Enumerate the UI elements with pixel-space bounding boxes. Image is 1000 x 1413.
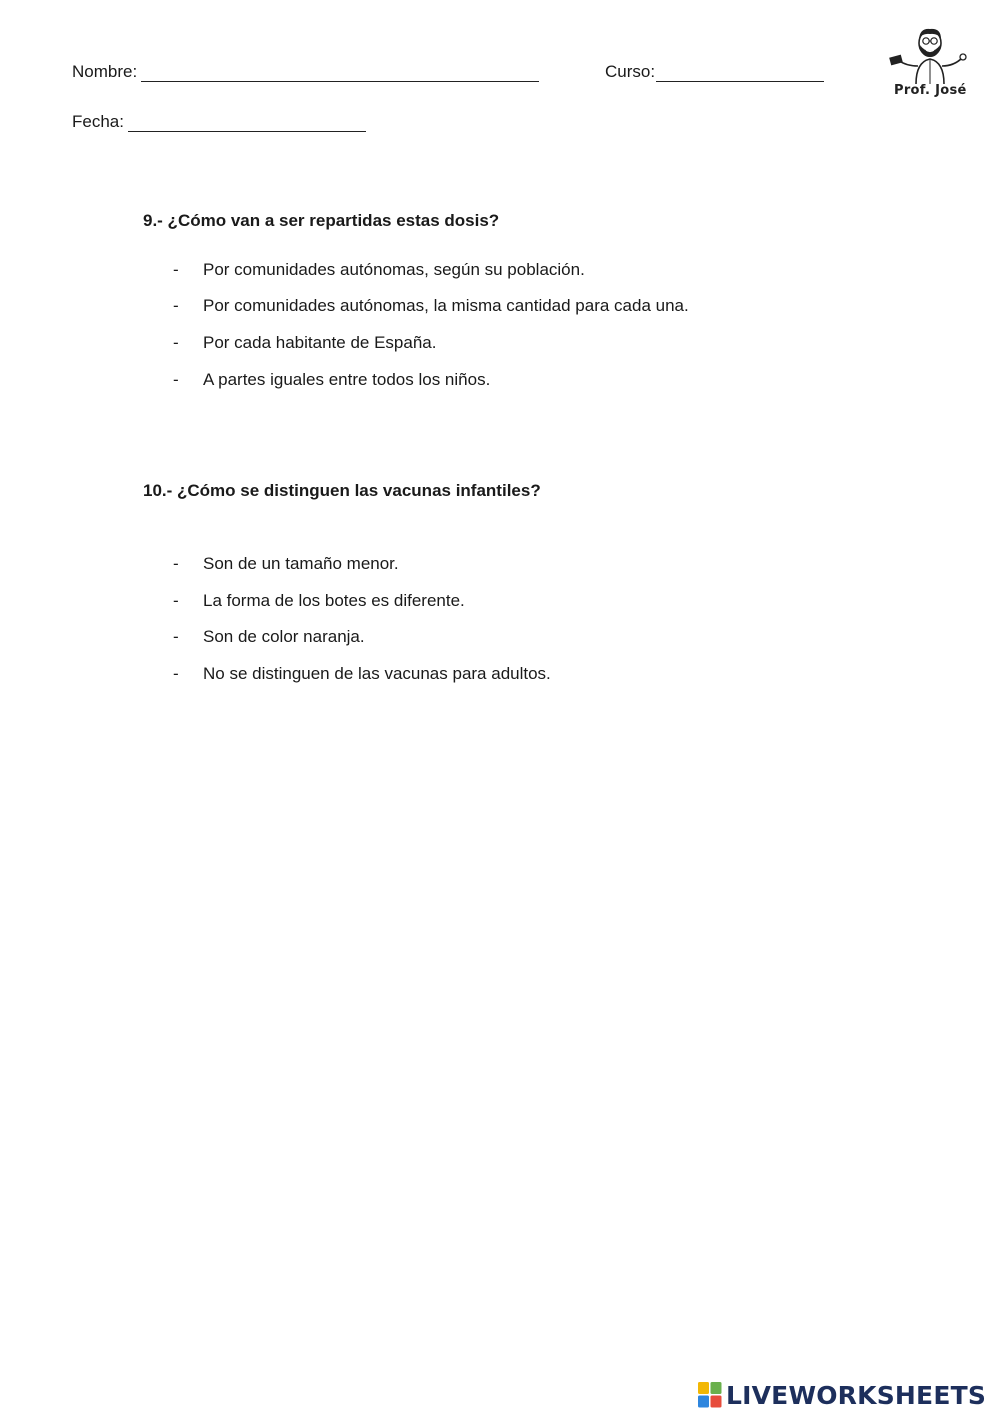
course-blank-line[interactable] bbox=[656, 67, 824, 82]
liveworksheets-logo[interactable] bbox=[698, 1378, 986, 1412]
option-text: Son de color naranja. bbox=[203, 627, 365, 646]
option-marker: - bbox=[173, 554, 179, 573]
name-blank-line[interactable] bbox=[141, 67, 539, 82]
question-9-option-2[interactable] bbox=[173, 296, 689, 316]
liveworksheets-tiles-icon bbox=[698, 1382, 722, 1408]
teacher-logo-text: Prof. José bbox=[894, 83, 967, 98]
date-blank-line[interactable] bbox=[128, 117, 366, 132]
course-field[interactable] bbox=[605, 62, 824, 82]
date-label: Fecha: bbox=[72, 112, 124, 131]
name-label: Nombre: bbox=[72, 62, 138, 81]
date-field[interactable] bbox=[72, 112, 366, 132]
tile-3 bbox=[698, 1396, 709, 1408]
question-9-title: 9.- ¿Cómo van a ser repartidas estas dosis? bbox=[143, 211, 500, 230]
question-10-option-3[interactable] bbox=[173, 627, 365, 647]
option-marker: - bbox=[173, 370, 179, 389]
option-text: A partes iguales entre todos los niños. bbox=[203, 370, 491, 389]
option-marker: - bbox=[173, 664, 179, 683]
liveworksheets-brand-text: LIVEWORKSHEETS bbox=[726, 1380, 987, 1410]
question-9-option-4[interactable] bbox=[173, 370, 490, 390]
option-text: No se distinguen de las vacunas para adultos. bbox=[203, 664, 551, 683]
question-9-option-1[interactable] bbox=[173, 260, 585, 280]
tile-2 bbox=[711, 1382, 722, 1394]
option-marker: - bbox=[173, 627, 179, 646]
option-marker: - bbox=[173, 591, 179, 610]
option-text: Son de un tamaño menor. bbox=[203, 554, 399, 573]
option-text: Por comunidades autónomas, la misma cantidad para cada una. bbox=[203, 296, 689, 315]
option-text: Por comunidades autónomas, según su población. bbox=[203, 260, 585, 279]
course-label: Curso: bbox=[605, 62, 656, 81]
question-10-option-4[interactable] bbox=[173, 664, 551, 684]
option-marker: - bbox=[173, 296, 179, 315]
teacher-caricature-icon bbox=[886, 26, 970, 86]
option-text: La forma de los botes es diferente. bbox=[203, 591, 465, 610]
tile-1 bbox=[698, 1382, 709, 1394]
question-10-option-2[interactable] bbox=[173, 591, 465, 611]
tile-4 bbox=[711, 1396, 722, 1408]
name-field[interactable] bbox=[72, 62, 539, 82]
option-marker: - bbox=[173, 260, 179, 279]
option-marker: - bbox=[173, 333, 179, 352]
option-text: Por cada habitante de España. bbox=[203, 333, 437, 352]
question-10-option-1[interactable] bbox=[173, 554, 399, 574]
question-10-title: 10.- ¿Cómo se distinguen las vacunas infantiles? bbox=[143, 481, 541, 500]
question-9-option-3[interactable] bbox=[173, 333, 436, 353]
